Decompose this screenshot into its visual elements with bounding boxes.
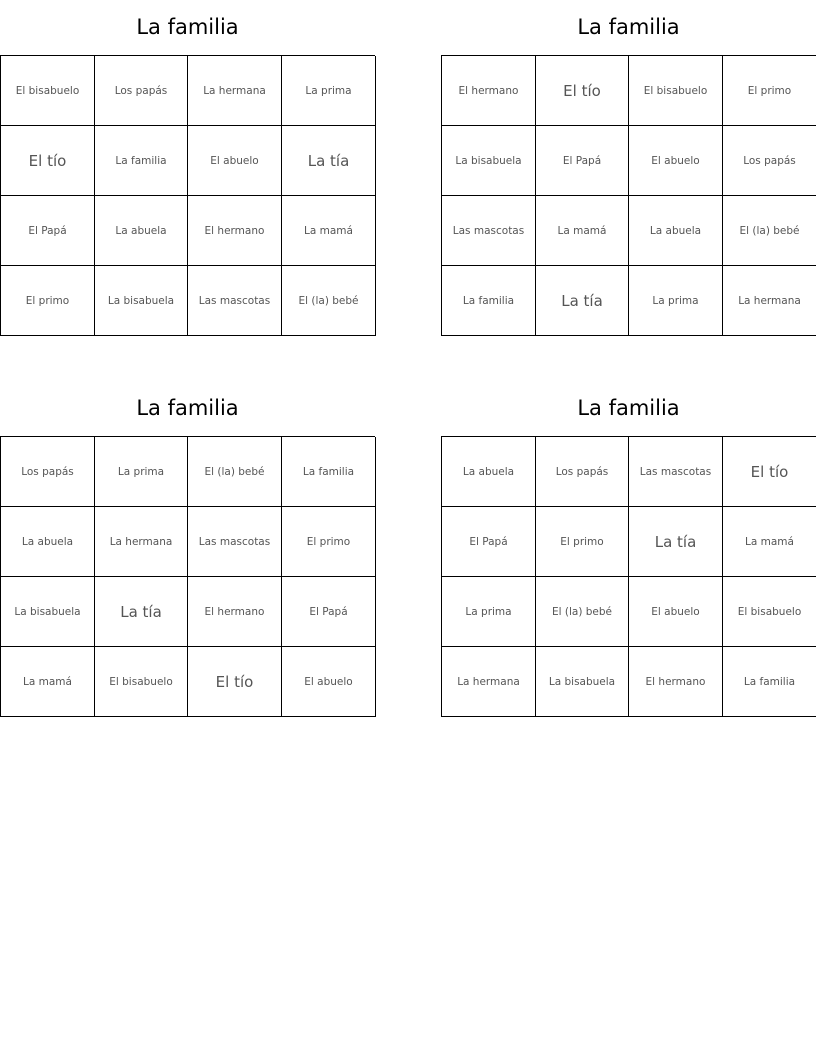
grid-cell: La abuela xyxy=(629,196,723,266)
grid-cell: La hermana xyxy=(442,647,536,717)
grid-cell: La prima xyxy=(442,577,536,647)
grid-cell: La familia xyxy=(723,647,816,717)
grid-cell: La bisabuela xyxy=(95,266,188,336)
bingo-grid xyxy=(0,55,375,336)
grid-cell: La familia xyxy=(95,126,188,196)
grid-cell: Los papás xyxy=(95,56,188,126)
grid-cell: El primo xyxy=(536,507,629,577)
grid-cell: La prima xyxy=(95,437,188,507)
bingo-card-1 xyxy=(0,0,375,336)
grid-cell: La mamá xyxy=(536,196,629,266)
grid-cell: La prima xyxy=(629,266,723,336)
grid-cell: El primo xyxy=(1,266,95,336)
grid-cell: Las mascotas xyxy=(629,437,723,507)
grid-cell: El tío xyxy=(1,126,95,196)
grid-cell: El bisabuelo xyxy=(723,577,816,647)
grid-cell: La tía xyxy=(95,577,188,647)
grid-cell: El abuelo xyxy=(629,126,723,196)
grid-cell: El abuelo xyxy=(282,647,376,717)
grid-cell: El hermano xyxy=(442,56,536,126)
grid-cell: El (la) bebé xyxy=(282,266,376,336)
grid-cell: El tío xyxy=(188,647,282,717)
grid-cell: El hermano xyxy=(629,647,723,717)
grid-cell: Los papás xyxy=(1,437,95,507)
grid-cell: La mamá xyxy=(723,507,816,577)
grid-cell: Las mascotas xyxy=(188,266,282,336)
bingo-card-3 xyxy=(0,381,375,717)
grid-cell: La prima xyxy=(282,56,376,126)
grid-cell: El Papá xyxy=(536,126,629,196)
grid-cell: La tía xyxy=(629,507,723,577)
grid-cell: El abuelo xyxy=(188,126,282,196)
grid-cell: La hermana xyxy=(188,56,282,126)
grid-cell: La tía xyxy=(536,266,629,336)
grid-cell: El abuelo xyxy=(629,577,723,647)
grid-cell: El bisabuelo xyxy=(629,56,723,126)
grid-cell: El (la) bebé xyxy=(536,577,629,647)
card-title: La familia xyxy=(136,396,239,420)
grid-cell: El tío xyxy=(723,437,816,507)
grid-cell: La mamá xyxy=(1,647,95,717)
bingo-grid xyxy=(441,55,816,336)
grid-cell: La familia xyxy=(442,266,536,336)
grid-cell: El hermano xyxy=(188,577,282,647)
grid-cell: El (la) bebé xyxy=(723,196,816,266)
grid-cell: La hermana xyxy=(723,266,816,336)
grid-cell: La bisabuela xyxy=(1,577,95,647)
grid-cell: Las mascotas xyxy=(188,507,282,577)
grid-cell: La abuela xyxy=(442,437,536,507)
grid-cell: La bisabuela xyxy=(536,647,629,717)
grid-cell: La abuela xyxy=(1,507,95,577)
bingo-card-2 xyxy=(441,0,816,336)
grid-cell: Los papás xyxy=(536,437,629,507)
card-title: La familia xyxy=(136,15,239,39)
grid-cell: El hermano xyxy=(188,196,282,266)
grid-cell: El primo xyxy=(282,507,376,577)
grid-cell: El bisabuelo xyxy=(1,56,95,126)
grid-cell: El primo xyxy=(723,56,816,126)
grid-cell: Los papás xyxy=(723,126,816,196)
grid-cell: El Papá xyxy=(282,577,376,647)
grid-cell: La abuela xyxy=(95,196,188,266)
grid-cell: El (la) bebé xyxy=(188,437,282,507)
grid-cell: El bisabuelo xyxy=(95,647,188,717)
bingo-card-4 xyxy=(441,381,816,717)
card-title: La familia xyxy=(577,396,680,420)
grid-cell: La tía xyxy=(282,126,376,196)
grid-cell: La mamá xyxy=(282,196,376,266)
bingo-grid xyxy=(0,436,375,717)
grid-cell: La familia xyxy=(282,437,376,507)
grid-cell: Las mascotas xyxy=(442,196,536,266)
grid-cell: El tío xyxy=(536,56,629,126)
grid-cell: El Papá xyxy=(442,507,536,577)
bingo-grid xyxy=(441,436,816,717)
grid-cell: La bisabuela xyxy=(442,126,536,196)
grid-cell: La hermana xyxy=(95,507,188,577)
card-title: La familia xyxy=(577,15,680,39)
grid-cell: El Papá xyxy=(1,196,95,266)
